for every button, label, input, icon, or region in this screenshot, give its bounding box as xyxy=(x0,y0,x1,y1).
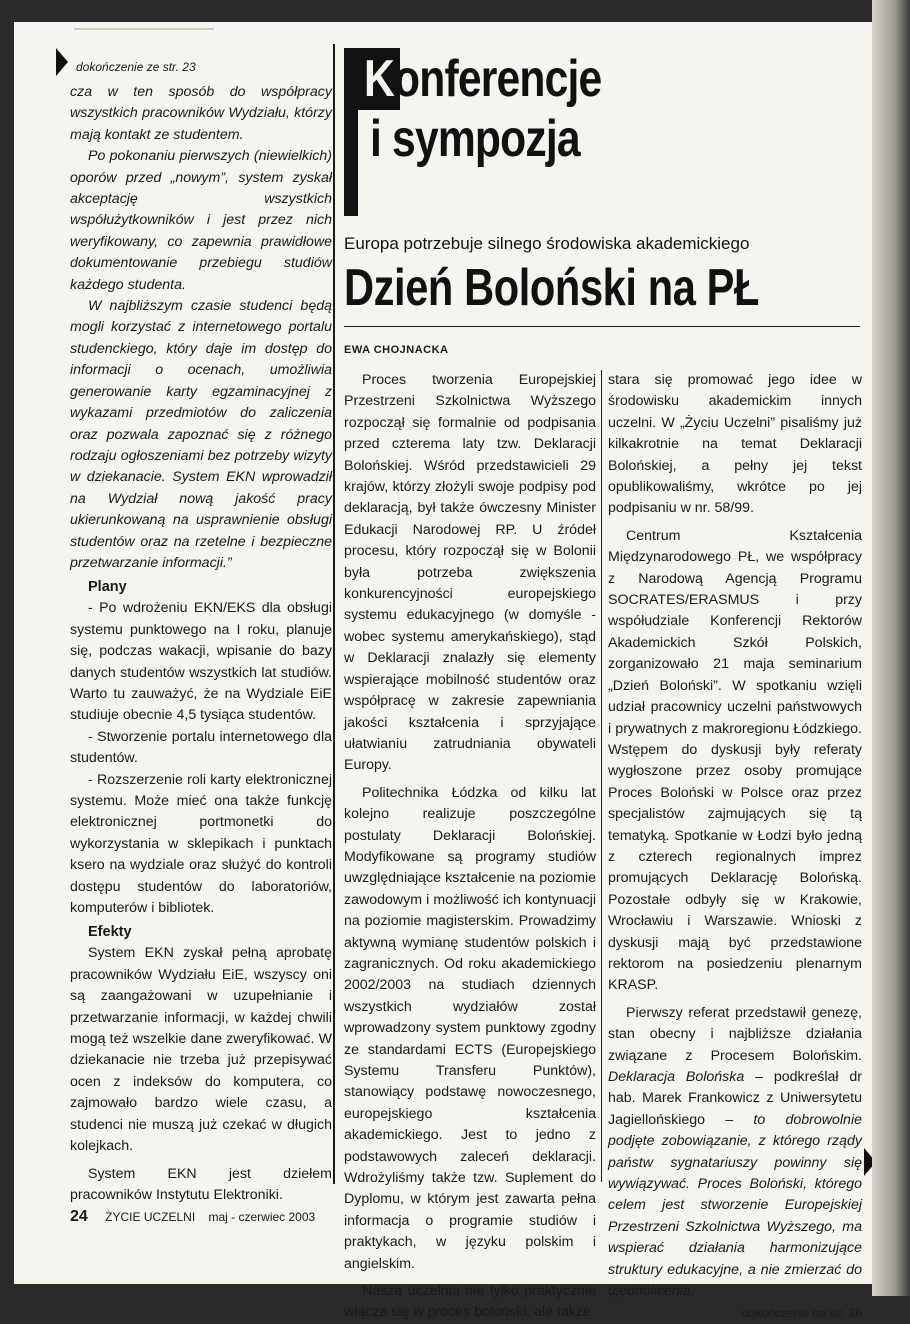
title-line-1: onferencje xyxy=(394,50,602,108)
column-divider xyxy=(333,44,335,1184)
article-byline: EWA CHOJNACKA xyxy=(344,344,449,356)
section-title xyxy=(344,48,644,216)
efekty-paragraph: System EKN jest dziełem pracowników Instytutu Elektroniki. xyxy=(70,1165,332,1203)
quote-paragraph: W najbliższym czasie studenci będą mogli korzystać z internetowego portalu studenckiego, który daje im dostęp do informacji o ocenach, umożliwia generowanie karty egzaminacyjnej z wykazami przedmiotów do zaliczenia oraz pozwala zapoznać się z różnego rodzaju ogłoszeniami bez potrzeby wizyty w dziekanacie. System EKN wprowadził na Wydział nową jakość pracy ukierunkowaną na usprawnienie obsługi studentów oraz na rzetelne i bezpieczne przetwarzanie informacji.” xyxy=(70,298,332,571)
plany-paragraph: - Rozszerzenie roli karty elektronicznej systemu. Może mieć ona także funkcję elektronicznej portmonetki do wykorzystania w sklepikach i punktach ksero na wydziale oraz służyć do kontroli dostępu studentów do laboratoriów, komputerów i bibliotek. xyxy=(70,771,332,917)
page-footer xyxy=(70,1208,470,1226)
continued-on-note: dokończenie na str. 26 xyxy=(741,1306,862,1321)
middle-column xyxy=(344,370,596,1324)
continued-from-note: dokończenie ze str. 23 xyxy=(76,60,196,74)
section-heading-plany: Plany xyxy=(88,579,127,596)
article-paragraph: Politechnika Łódzka od kilku lat kolejno realizuje poszczególne postulaty Deklaracji Bolońskiej. Modyfikowane są programy studiów uwzględniające kształcenie na poziomie zawodowym i możliwość ich kontynuacji na poziomie magisterskim. Prowadzimy aktywną wymianę studentów polskich i zagranicznych. Od roku akademickiego 2002/2003 na studiach dziennych wszystkich wydziałów został wprowadzony system punktowy zgodny ze standardami ECTS (Europejskiego Systemu Transferu Punktów), stanowiący podstawę nowoczesnego, europejskiego kształcenia akademickiego. Jest to jedno z podstawowych zaleceń deklaracji. Wdrożyliśmy także tzw. Suplement do Dyplomu, w którym jest zawarta pełna informacja o programie studiów i praktykach, w języku polskim i angielskim. xyxy=(344,784,596,1272)
top-decor xyxy=(74,28,214,30)
quote-paragraph: Po pokonaniu pierwszych (niewielkich) oporów przed „nowym”, system zyskał akceptację wszystkich współużytkowników i jest przez nich weryfikowany, co zapewnia prawidłowe dokumentowanie przebiegu studiów każdego studenta. xyxy=(70,148,332,293)
headline-rule xyxy=(344,326,860,327)
article-paragraph: Nasza uczelnia nie tylko praktycznie włącza się w proces boloński, ale także xyxy=(344,1283,596,1321)
column-divider-2 xyxy=(601,370,602,1182)
quote-attribution: – podkreślał dr hab. Marek Frankowicz z Uniwersytetu Jagiellońskiego – xyxy=(608,1069,862,1128)
plany-paragraph: - Po wdrożeniu EKN/EKS dla obsługi systemu punktowego na I roku, planuje się, podczas wakacji, wpisanie do bazy danych studentów wszystkich lat studiów. Warto tu zauważyć, że na Wydziale EiE studiuje obecnie 4,5 tysiąca studentów. xyxy=(70,600,332,724)
page-edge-shadow xyxy=(872,0,910,1296)
article-paragraph-quote xyxy=(608,1003,862,1303)
issue-date: maj - czerwiec 2003 xyxy=(208,1210,316,1224)
magazine-page xyxy=(14,22,880,1321)
quote-intro: Pierwszy referat przedstawił genezę, stan obecny i najbliższe działania związane z Procesem Bolońskim. xyxy=(608,1004,862,1064)
efekty-paragraph: System EKN zyskał pełną aprobatę pracowników Wydziału EiE, wszyscy oni są zaangażowani w uzupełnianie i przetwarzanie informacji, w każdej chwili mogą też wszelkie dane zweryfikować. W dziekanacie nie trzeba już przepisywać ocen z indeksów do komputera, co zajmowało bardzo wiele czasu, a studenci nie muszą już czekać w długich kolejkach. xyxy=(70,945,332,1155)
title-line-2: i sympozja xyxy=(370,110,580,168)
title-black-bar xyxy=(344,48,358,216)
title-initial-letter: K xyxy=(364,50,394,108)
magazine-name: ŻYCIE UCZELNI xyxy=(105,1210,196,1224)
right-column xyxy=(608,370,862,1320)
article-paragraph: stara się promować jego idee w środowisku akademickim innych uczelni. W „Życiu Uczelni” pisaliśmy już kilkakrotnie na temat Deklaracji Bolońskiej, a pełny jej tekst opublikowaliśmy, wkrótce po jej podpisaniu w nr. 58/99. xyxy=(608,372,862,517)
left-column xyxy=(70,58,332,1206)
quote-italic: to dobrowolnie podjęte zobowiązanie, z którego rządy państw sygnatariuszy powinny się wywiązywać. Proces Boloński, którego celem jest stworzenie Europejskiej Przestrzeni Szkolnictwa Wyższego, ma wspierać działania harmonizujące struktury edukacyjne, a nie zmierzać do ujednolicenia. xyxy=(608,1111,862,1300)
quote-italic: Deklaracja Bolońska xyxy=(608,1069,745,1085)
continued-arrow-icon xyxy=(56,48,68,76)
article-paragraph: Centrum Kształcenia Międzynarodowego PŁ, we współpracy z Narodową Agencją Programu SOCRATES/ERASMUS i przy współudziale Konferencji Rektorów Akademickich Szkół Polskich, zorganizowało 21 maja seminarium „Dzień Boloński”. W spotkaniu wzięli udział pracownicy uczelni państwowych i prywatnych z makroregionu Łódzkiego. Wstępem do dyskusji były referaty wygłoszone przez osoby promujące Proces Boloński w Polsce oraz przez specjalistów zajmujących się tą tematyką. Spotkanie w Łodzi było jedną z czterech regionalnych imprez promujących Deklarację Bolońską. Pozostałe odbyły się w Krakowie, Wrocławiu i Warszawie. Wnioski z dyskusji mają być przedstawione rektorom na posiedzeniu plenarnym KRASP. xyxy=(608,527,862,994)
quote-paragraph: cza w ten sposób do współpracy wszystkich pracowników Wydziału, którzy mają kontakt ze studentem. xyxy=(70,84,332,143)
article-subheadline: Europa potrzebuje silnego środowiska akademickiego xyxy=(344,234,750,253)
page-number: 24 xyxy=(70,1208,88,1225)
section-heading-efekty: Efekty xyxy=(88,924,132,941)
article-paragraph: Proces tworzenia Europejskiej Przestrzeni Szkolnictwa Wyższego rozpoczął się formalnie od podpisania przed czterema laty tzw. Deklaracji Bolońskiej. Wśród przedstawicieli 29 krajów, którzy złożyli swoje podpisy pod deklaracją, był także ówczesny Minister Edukacji Narodowej RP. U źródeł procesu, który rozpoczął się w Bolonii była potrzeba zwiększenia konkurencyjności europejskiego systemu edukacyjnego (w domyśle - wobec systemu amerykańskiego), stąd w Deklaracji znalazły się elementy wspierające mobilność studentów oraz współpracę w zakresie zapewniania jakości kształcenia i sprzyjające ułatwianiu zatrudniania obywateli Europy. xyxy=(344,372,596,774)
plany-paragraph: - Stworzenie portalu internetowego dla studentów. xyxy=(70,728,332,767)
article-headline: Dzień Boloński na PŁ xyxy=(344,259,759,317)
